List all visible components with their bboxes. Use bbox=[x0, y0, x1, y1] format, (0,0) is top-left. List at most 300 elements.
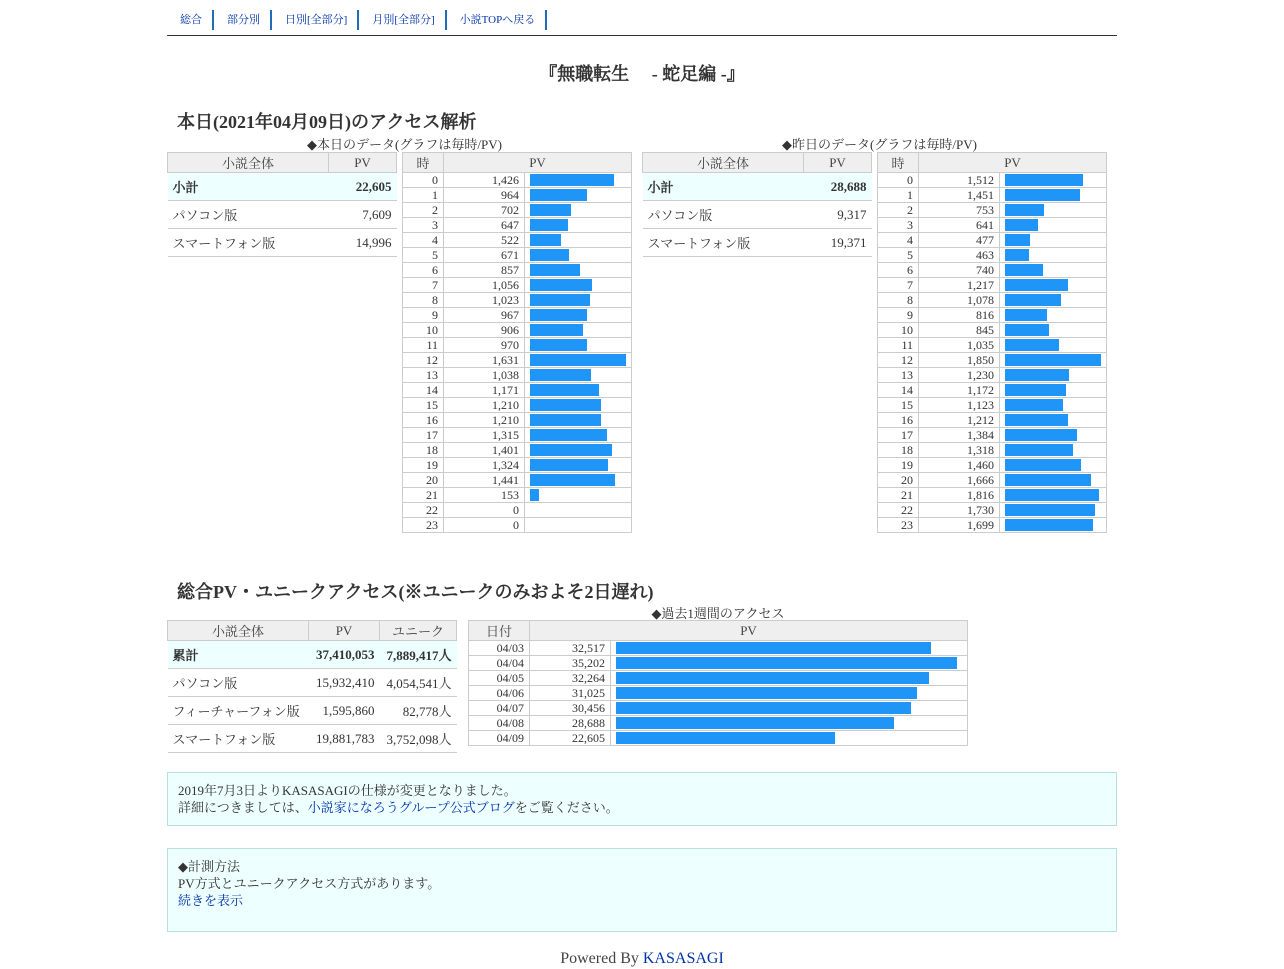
hourly-row bbox=[403, 383, 632, 398]
week-pv-bar bbox=[616, 687, 917, 699]
row-label: スマートフォン版 bbox=[168, 725, 309, 753]
pv-bar bbox=[530, 429, 607, 441]
pv-bar-cell bbox=[1000, 308, 1107, 323]
pv-bar-cell bbox=[1000, 353, 1107, 368]
pv-bar bbox=[1005, 384, 1066, 396]
pv-bar bbox=[530, 369, 591, 381]
hourly-row bbox=[878, 173, 1107, 188]
row-pv: 28,688 bbox=[804, 173, 872, 201]
hourly-row bbox=[878, 368, 1107, 383]
pv-bar-cell bbox=[525, 173, 632, 188]
week-bar-cell bbox=[611, 701, 968, 716]
pv-bar-cell bbox=[1000, 458, 1107, 473]
week-pv-bar bbox=[616, 657, 957, 669]
pv-bar bbox=[530, 399, 601, 411]
nav-daily[interactable]: 日別[全部分] bbox=[272, 10, 359, 30]
hour-cell: 9 bbox=[878, 308, 919, 323]
pv-bar bbox=[1005, 504, 1095, 516]
row-pv: 22,605 bbox=[329, 173, 397, 201]
hourly-row bbox=[403, 323, 632, 338]
total-heading: 総合PV・ユニークアクセス(※ユニークのみおよそ2日遅れ) bbox=[177, 582, 654, 602]
pv-cell: 1,850 bbox=[919, 353, 1000, 368]
pv-cell: 1,426 bbox=[444, 173, 525, 188]
week-bar-cell bbox=[611, 656, 968, 671]
pv-cell: 1,318 bbox=[919, 443, 1000, 458]
pv-bar-cell bbox=[525, 203, 632, 218]
week-row bbox=[469, 686, 968, 701]
pv-bar bbox=[530, 309, 587, 321]
hourly-row bbox=[403, 173, 632, 188]
table-row bbox=[168, 697, 457, 725]
week-table bbox=[468, 620, 968, 746]
total-header-label: 小説全体 bbox=[168, 621, 309, 641]
row-label: フィーチャーフォン版 bbox=[168, 697, 309, 725]
row-label: パソコン版 bbox=[168, 201, 329, 229]
week-row bbox=[469, 641, 968, 656]
hour-cell: 18 bbox=[878, 443, 919, 458]
pv-cell: 1,441 bbox=[444, 473, 525, 488]
row-label: スマートフォン版 bbox=[168, 229, 329, 257]
pv-bar-cell bbox=[1000, 338, 1107, 353]
row-label: 小計 bbox=[168, 173, 329, 201]
pv-bar bbox=[1005, 279, 1068, 291]
week-date-cell: 04/09 bbox=[469, 731, 530, 746]
notice-line2 bbox=[178, 799, 1106, 816]
hourly-row bbox=[878, 443, 1107, 458]
hourly-row bbox=[403, 473, 632, 488]
hour-cell: 10 bbox=[403, 323, 444, 338]
total-header-unique: ユニーク bbox=[380, 621, 457, 641]
row-unique: 82,778人 bbox=[380, 697, 457, 725]
notice-line2-post: をご覧ください。 bbox=[514, 800, 619, 815]
pv-cell: 647 bbox=[444, 218, 525, 233]
hour-cell: 16 bbox=[403, 413, 444, 428]
pv-bar bbox=[530, 474, 615, 486]
pv-cell: 1,699 bbox=[919, 518, 1000, 533]
hour-cell: 20 bbox=[403, 473, 444, 488]
pv-cell: 740 bbox=[919, 263, 1000, 278]
pv-cell: 964 bbox=[444, 188, 525, 203]
pv-cell: 1,666 bbox=[919, 473, 1000, 488]
nav-by-part[interactable]: 部分別 bbox=[214, 10, 272, 30]
table-row bbox=[168, 725, 457, 753]
row-unique: 4,054,541人 bbox=[380, 669, 457, 697]
week-pv-cell: 35,202 bbox=[530, 656, 611, 671]
hour-cell: 12 bbox=[878, 353, 919, 368]
pv-cell: 671 bbox=[444, 248, 525, 263]
footer-prefix: Powered By bbox=[560, 950, 643, 967]
table-row bbox=[643, 173, 872, 201]
pv-bar-cell bbox=[525, 218, 632, 233]
pv-bar-cell bbox=[1000, 368, 1107, 383]
hour-cell: 8 bbox=[403, 293, 444, 308]
hourly-row bbox=[403, 488, 632, 503]
hourly-row bbox=[878, 218, 1107, 233]
pv-bar-cell bbox=[1000, 188, 1107, 203]
pv-cell: 1,512 bbox=[919, 173, 1000, 188]
pv-bar bbox=[1005, 399, 1063, 411]
pv-bar bbox=[1005, 264, 1043, 276]
hour-cell: 0 bbox=[403, 173, 444, 188]
hourly-row bbox=[878, 503, 1107, 518]
pv-bar-cell bbox=[1000, 473, 1107, 488]
pv-bar bbox=[1005, 459, 1081, 471]
hour-cell: 15 bbox=[403, 398, 444, 413]
hourly-row bbox=[403, 503, 632, 518]
hourly-row bbox=[878, 323, 1107, 338]
hour-cell: 21 bbox=[403, 488, 444, 503]
total-summary-table bbox=[167, 620, 457, 753]
hourly-row bbox=[878, 248, 1107, 263]
hourly-row bbox=[878, 353, 1107, 368]
pv-bar bbox=[1005, 309, 1047, 321]
week-bar-cell bbox=[611, 641, 968, 656]
pv-bar bbox=[1005, 219, 1038, 231]
pv-bar bbox=[530, 324, 583, 336]
pv-bar-cell bbox=[525, 428, 632, 443]
pv-bar bbox=[1005, 339, 1059, 351]
measurement-notice bbox=[167, 848, 1117, 932]
measurement-title: ◆計測方法 bbox=[178, 859, 240, 874]
week-date-cell: 04/07 bbox=[469, 701, 530, 716]
week-pv-bar bbox=[616, 732, 835, 744]
pv-bar bbox=[1005, 354, 1101, 366]
week-pv-cell: 32,517 bbox=[530, 641, 611, 656]
pv-bar-cell bbox=[1000, 293, 1107, 308]
pv-bar-cell bbox=[1000, 173, 1107, 188]
hour-cell: 19 bbox=[403, 458, 444, 473]
pv-bar-cell bbox=[525, 233, 632, 248]
hour-cell: 17 bbox=[403, 428, 444, 443]
week-date-cell: 04/04 bbox=[469, 656, 530, 671]
pv-bar-cell bbox=[525, 308, 632, 323]
hour-cell: 11 bbox=[403, 338, 444, 353]
pv-cell: 1,210 bbox=[444, 413, 525, 428]
pv-cell: 1,078 bbox=[919, 293, 1000, 308]
pv-cell: 1,460 bbox=[919, 458, 1000, 473]
table-row bbox=[168, 641, 457, 669]
pv-bar-cell bbox=[525, 323, 632, 338]
hourly-row bbox=[403, 518, 632, 533]
week-row bbox=[469, 701, 968, 716]
spec-change-notice bbox=[167, 772, 1117, 826]
pv-bar-cell bbox=[1000, 218, 1107, 233]
table-row bbox=[168, 229, 397, 257]
hourly-row bbox=[878, 518, 1107, 533]
pv-bar-cell bbox=[1000, 413, 1107, 428]
yesterday-summary-table bbox=[642, 152, 872, 257]
row-label: 累計 bbox=[168, 641, 309, 669]
pv-bar bbox=[530, 459, 608, 471]
hourly-row bbox=[403, 413, 632, 428]
hourly-row bbox=[878, 473, 1107, 488]
hour-cell: 13 bbox=[878, 368, 919, 383]
week-pv-cell: 32,264 bbox=[530, 671, 611, 686]
week-caption: ◆過去1週間のアクセス bbox=[651, 606, 785, 621]
row-pv: 19,371 bbox=[804, 229, 872, 257]
week-pv-bar bbox=[616, 672, 929, 684]
row-pv: 14,996 bbox=[329, 229, 397, 257]
pv-bar bbox=[530, 249, 569, 261]
pv-cell: 1,023 bbox=[444, 293, 525, 308]
today-caption: ◆本日のデータ(グラフは毎時/PV) bbox=[307, 137, 502, 152]
pv-bar-cell bbox=[525, 263, 632, 278]
hour-cell: 13 bbox=[403, 368, 444, 383]
pv-bar-cell bbox=[525, 503, 632, 518]
week-row bbox=[469, 671, 968, 686]
summary-header-label: 小説全体 bbox=[643, 153, 804, 173]
week-pv-bar bbox=[616, 702, 911, 714]
show-more-link[interactable]: 続きを表示 bbox=[178, 893, 244, 908]
pv-cell: 1,123 bbox=[919, 398, 1000, 413]
pv-bar bbox=[530, 384, 599, 396]
hour-cell: 18 bbox=[403, 443, 444, 458]
pv-bar bbox=[1005, 474, 1091, 486]
pv-cell: 857 bbox=[444, 263, 525, 278]
hour-cell: 19 bbox=[878, 458, 919, 473]
pv-cell: 1,324 bbox=[444, 458, 525, 473]
pv-cell: 1,035 bbox=[919, 338, 1000, 353]
hourly-row bbox=[878, 338, 1107, 353]
hour-cell: 1 bbox=[403, 188, 444, 203]
nav-divider bbox=[167, 35, 1117, 36]
today-hourly-table bbox=[402, 152, 632, 533]
table-row bbox=[168, 173, 397, 201]
hourly-header-pv: PV bbox=[919, 153, 1107, 173]
week-row bbox=[469, 656, 968, 671]
pv-bar bbox=[1005, 369, 1069, 381]
table-row bbox=[643, 229, 872, 257]
hour-cell: 14 bbox=[403, 383, 444, 398]
pv-cell: 845 bbox=[919, 323, 1000, 338]
hour-cell: 2 bbox=[878, 203, 919, 218]
pv-bar bbox=[530, 219, 568, 231]
pv-cell: 477 bbox=[919, 233, 1000, 248]
kasasagi-link[interactable]: KASASAGI bbox=[642, 950, 724, 967]
week-pv-cell: 28,688 bbox=[530, 716, 611, 731]
pv-cell: 1,171 bbox=[444, 383, 525, 398]
summary-header-pv: PV bbox=[804, 153, 872, 173]
pv-bar-cell bbox=[525, 413, 632, 428]
pv-bar bbox=[530, 264, 580, 276]
pv-bar bbox=[1005, 294, 1061, 306]
week-date-cell: 04/05 bbox=[469, 671, 530, 686]
pv-bar bbox=[530, 234, 561, 246]
notice-line2-pre: 詳細につきましては、 bbox=[178, 800, 308, 815]
pv-bar bbox=[1005, 519, 1093, 531]
hour-cell: 3 bbox=[878, 218, 919, 233]
hour-cell: 21 bbox=[878, 488, 919, 503]
hour-cell: 4 bbox=[403, 233, 444, 248]
official-blog-link[interactable]: 小説家になろうグループ公式ブログ bbox=[307, 800, 515, 815]
week-date-cell: 04/03 bbox=[469, 641, 530, 656]
pv-bar bbox=[1005, 414, 1068, 426]
notice-line1: 2019年7月3日よりKASASAGIの仕様が変更となりました。 bbox=[178, 783, 517, 798]
pv-bar bbox=[530, 489, 539, 501]
pv-bar bbox=[530, 189, 587, 201]
pv-bar-cell bbox=[1000, 263, 1107, 278]
nav-overall[interactable]: 総合 bbox=[167, 10, 214, 30]
pv-bar-cell bbox=[1000, 398, 1107, 413]
pv-cell: 1,315 bbox=[444, 428, 525, 443]
hour-cell: 10 bbox=[878, 323, 919, 338]
pv-bar-cell bbox=[525, 383, 632, 398]
week-bar-cell bbox=[611, 731, 968, 746]
yesterday-hourly-table bbox=[877, 152, 1107, 533]
pv-cell: 1,210 bbox=[444, 398, 525, 413]
week-pv-bar bbox=[616, 717, 894, 729]
hour-cell: 14 bbox=[878, 383, 919, 398]
hour-cell: 3 bbox=[403, 218, 444, 233]
row-pv: 37,410,053 bbox=[309, 641, 380, 669]
hourly-row bbox=[403, 428, 632, 443]
pv-bar bbox=[1005, 444, 1073, 456]
top-nav bbox=[167, 10, 547, 30]
pv-bar bbox=[1005, 249, 1029, 261]
pv-bar-cell bbox=[525, 278, 632, 293]
hour-cell: 23 bbox=[878, 518, 919, 533]
hourly-row bbox=[403, 398, 632, 413]
row-unique: 7,889,417人 bbox=[380, 641, 457, 669]
hour-cell: 0 bbox=[878, 173, 919, 188]
pv-cell: 967 bbox=[444, 308, 525, 323]
hourly-row bbox=[878, 233, 1107, 248]
hourly-row bbox=[403, 443, 632, 458]
week-date-cell: 04/08 bbox=[469, 716, 530, 731]
hour-cell: 23 bbox=[403, 518, 444, 533]
pv-bar-cell bbox=[525, 473, 632, 488]
hourly-row bbox=[878, 308, 1107, 323]
pv-cell: 1,056 bbox=[444, 278, 525, 293]
hour-cell: 12 bbox=[403, 353, 444, 368]
pv-cell: 1,212 bbox=[919, 413, 1000, 428]
pv-cell: 1,451 bbox=[919, 188, 1000, 203]
pv-cell: 463 bbox=[919, 248, 1000, 263]
hour-cell: 9 bbox=[403, 308, 444, 323]
table-row bbox=[643, 201, 872, 229]
pv-bar bbox=[1005, 189, 1080, 201]
hour-cell: 2 bbox=[403, 203, 444, 218]
pv-cell: 702 bbox=[444, 203, 525, 218]
week-bar-cell bbox=[611, 686, 968, 701]
pv-bar-cell bbox=[525, 353, 632, 368]
pv-bar bbox=[530, 204, 571, 216]
hour-cell: 6 bbox=[403, 263, 444, 278]
yesterday-caption: ◆昨日のデータ(グラフは毎時/PV) bbox=[782, 137, 977, 152]
row-pv: 7,609 bbox=[329, 201, 397, 229]
pv-cell: 1,230 bbox=[919, 368, 1000, 383]
hourly-row bbox=[403, 203, 632, 218]
nav-novel-top[interactable]: 小説TOPへ戻る bbox=[447, 10, 548, 30]
pv-bar-cell bbox=[1000, 428, 1107, 443]
pv-bar-cell bbox=[1000, 503, 1107, 518]
row-label: パソコン版 bbox=[643, 201, 804, 229]
hourly-row bbox=[878, 413, 1107, 428]
page-title: 『無職転生 - 蛇足編 -』 bbox=[539, 64, 745, 84]
hourly-row bbox=[878, 278, 1107, 293]
hourly-row bbox=[878, 203, 1107, 218]
pv-cell: 522 bbox=[444, 233, 525, 248]
today-summary-table bbox=[167, 152, 397, 257]
pv-bar bbox=[1005, 174, 1083, 186]
nav-monthly[interactable]: 月別[全部分] bbox=[359, 10, 446, 30]
pv-cell: 641 bbox=[919, 218, 1000, 233]
pv-bar-cell bbox=[525, 443, 632, 458]
hourly-row bbox=[878, 293, 1107, 308]
summary-header-pv: PV bbox=[329, 153, 397, 173]
pv-bar-cell bbox=[1000, 443, 1107, 458]
pv-bar bbox=[530, 294, 590, 306]
summary-header-label: 小説全体 bbox=[168, 153, 329, 173]
hour-cell: 5 bbox=[878, 248, 919, 263]
row-label: 小計 bbox=[643, 173, 804, 201]
hourly-row bbox=[403, 293, 632, 308]
pv-cell: 153 bbox=[444, 488, 525, 503]
hourly-header-hour: 時 bbox=[403, 153, 444, 173]
pv-bar-cell bbox=[1000, 323, 1107, 338]
hourly-row bbox=[403, 353, 632, 368]
pv-bar-cell bbox=[525, 488, 632, 503]
pv-cell: 1,217 bbox=[919, 278, 1000, 293]
pv-bar bbox=[1005, 489, 1099, 501]
pv-bar-cell bbox=[1000, 233, 1107, 248]
pv-cell: 1,730 bbox=[919, 503, 1000, 518]
pv-cell: 0 bbox=[444, 518, 525, 533]
pv-bar bbox=[1005, 324, 1049, 336]
hour-cell: 7 bbox=[403, 278, 444, 293]
pv-bar bbox=[530, 339, 587, 351]
pv-bar bbox=[1005, 204, 1044, 216]
pv-bar bbox=[530, 279, 592, 291]
hourly-row bbox=[403, 308, 632, 323]
hour-cell: 1 bbox=[878, 188, 919, 203]
pv-bar-cell bbox=[1000, 278, 1107, 293]
week-bar-cell bbox=[611, 671, 968, 686]
hour-cell: 16 bbox=[878, 413, 919, 428]
hourly-row bbox=[878, 428, 1107, 443]
hourly-row bbox=[403, 338, 632, 353]
pv-cell: 816 bbox=[919, 308, 1000, 323]
week-pv-bar bbox=[616, 642, 931, 654]
hourly-row bbox=[878, 398, 1107, 413]
week-pv-cell: 30,456 bbox=[530, 701, 611, 716]
pv-cell: 1,631 bbox=[444, 353, 525, 368]
pv-cell: 906 bbox=[444, 323, 525, 338]
pv-bar-cell bbox=[1000, 203, 1107, 218]
hourly-row bbox=[878, 383, 1107, 398]
access-heading: 本日(2021年04月09日)のアクセス解析 bbox=[177, 112, 477, 132]
row-unique: 3,752,098人 bbox=[380, 725, 457, 753]
hour-cell: 11 bbox=[878, 338, 919, 353]
hourly-row bbox=[403, 458, 632, 473]
pv-cell: 970 bbox=[444, 338, 525, 353]
pv-bar-cell bbox=[525, 368, 632, 383]
week-header-date: 日付 bbox=[469, 621, 530, 641]
pv-bar bbox=[1005, 429, 1077, 441]
pv-bar-cell bbox=[525, 293, 632, 308]
footer bbox=[167, 950, 1117, 968]
pv-bar-cell bbox=[1000, 488, 1107, 503]
hourly-row bbox=[878, 188, 1107, 203]
hourly-row bbox=[878, 458, 1107, 473]
pv-bar-cell bbox=[1000, 248, 1107, 263]
measurement-text: PV方式とユニークアクセス方式があります。 bbox=[178, 876, 441, 891]
hourly-header-pv: PV bbox=[444, 153, 632, 173]
pv-cell: 1,401 bbox=[444, 443, 525, 458]
week-pv-cell: 22,605 bbox=[530, 731, 611, 746]
pv-cell: 1,816 bbox=[919, 488, 1000, 503]
pv-bar bbox=[1005, 234, 1030, 246]
